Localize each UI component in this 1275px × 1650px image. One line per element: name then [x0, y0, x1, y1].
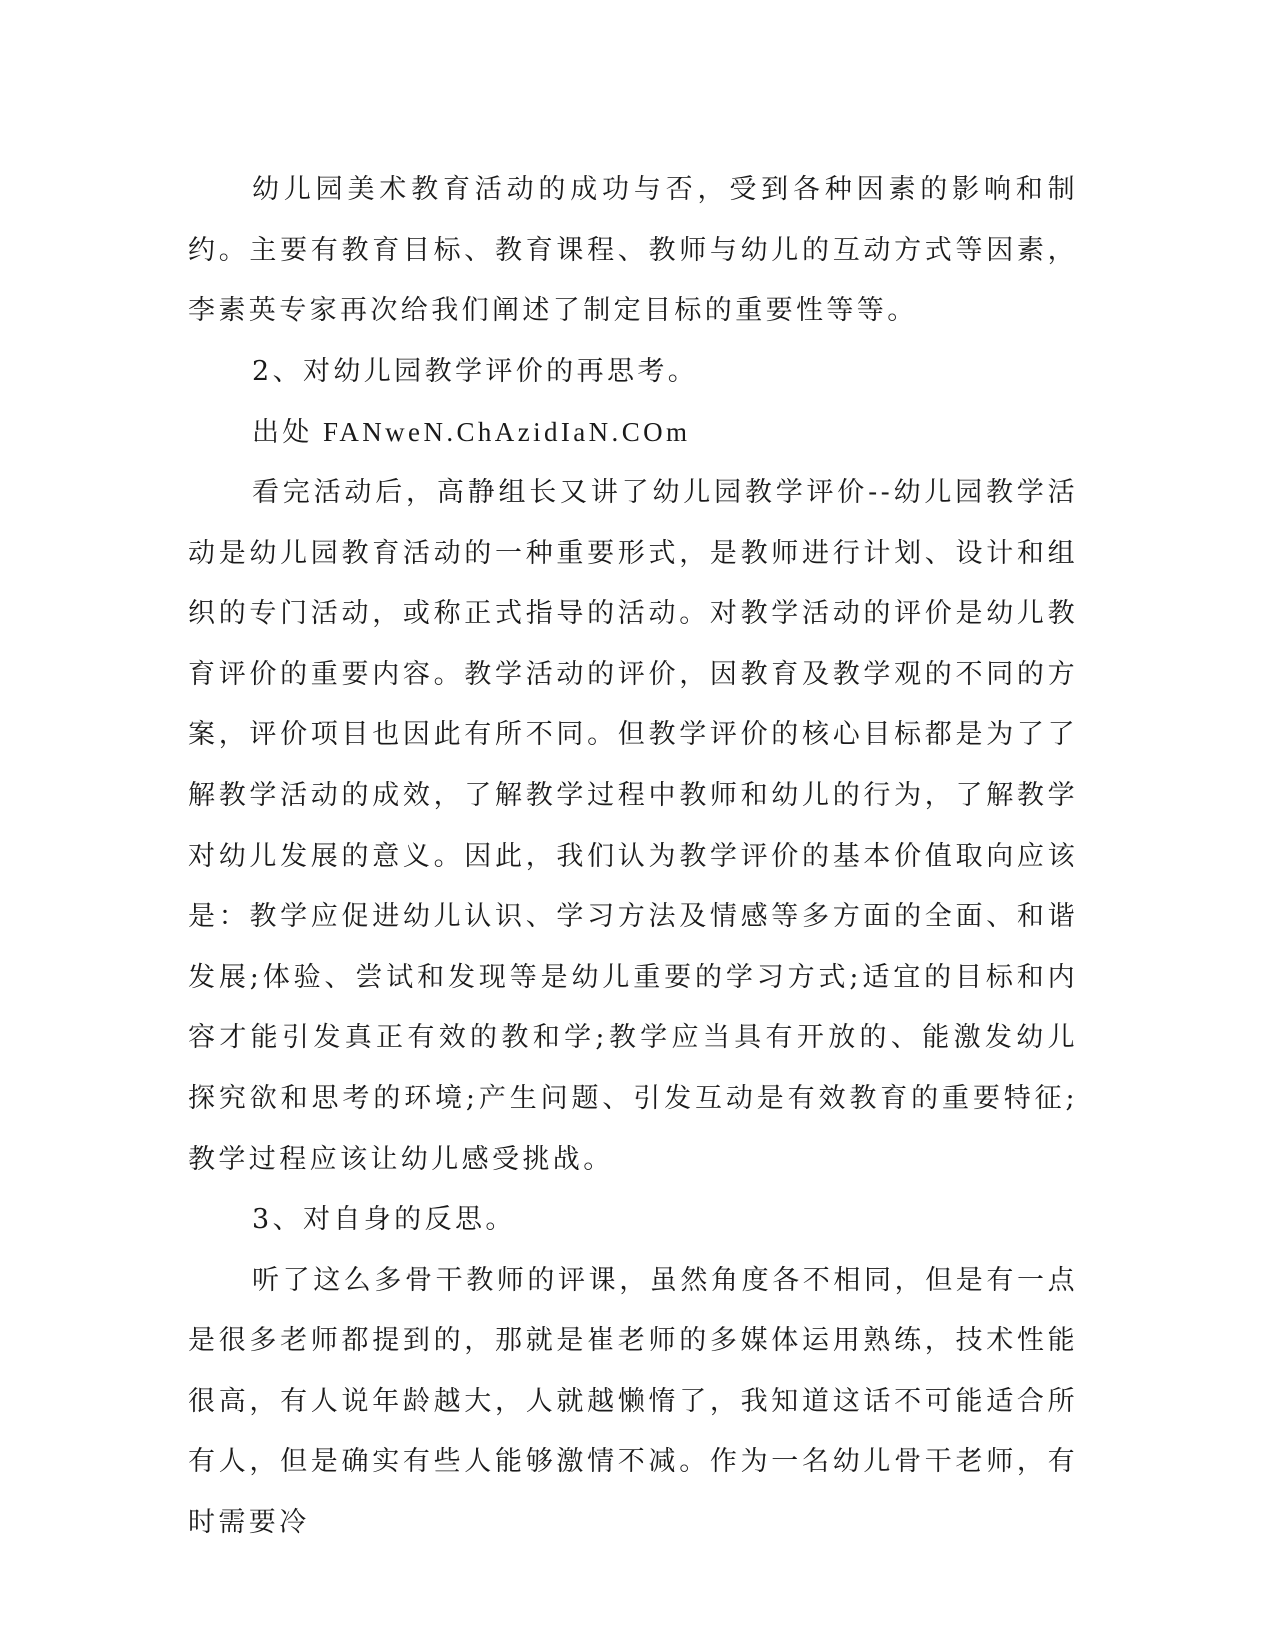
paragraph-reflection: 听了这么多骨干教师的评课，虽然角度各不相同，但是有一点是很多老师都提到的，那就是崔老师的多媒体运用熟练，技术性能很高，有人说年龄越大，人就越懒惰了，我知道这话不可能适合所有人，但是确实有些人能够激情不减。作为一名幼儿骨干老师，有时需要冷: [188, 1264, 1078, 1539]
heading-teaching-evaluation: 2、对幼儿园教学评价的再思考。: [252, 355, 699, 387]
source-line: 出处 FANweN.ChAzidIaN.COm: [252, 417, 691, 448]
heading-self-reflection: 3、对自身的反思。: [252, 1204, 516, 1236]
document-body: [188, 160, 1078, 1554]
paragraph-art-education: 幼儿园美术教育活动的成功与否，受到各种因素的影响和制约。主要有教育目标、教育课程、教师与幼儿的互动方式等因素，李素英专家再次给我们阐述了制定目标的重要性等等。: [188, 174, 1078, 327]
paragraph-evaluation: 看完活动后，高静组长又讲了幼儿园教学评价--幼儿园教学活动是幼儿园教育活动的一种重要形式，是教师进行计划、设计和组织的专门活动，或称正式指导的活动。对教学活动的评价是幼儿教育评价的重要内容。教学活动的评价，因教育及教学观的不同的方案，评价项目也因此有所不同。但教学评价的核心目标都是为了了解教学活动的成效，了解教学过程中教师和幼儿的行为，了解教学对幼儿发展的意义。因此，我们认为教学评价的基本价值取向应该是：教学应促进幼儿认识、学习方法及情感等多方面的全面、和谐发展;体验、尝试和发现等是幼儿重要的学习方式;适宜的目标和内容才能引发真正有效的教和学;教学应当具有开放的、能激发幼儿探究欲和思考的环境;产生问题、引发互动是有效教育的重要特征;教学过程应该让幼儿感受挑战。: [188, 476, 1078, 1175]
